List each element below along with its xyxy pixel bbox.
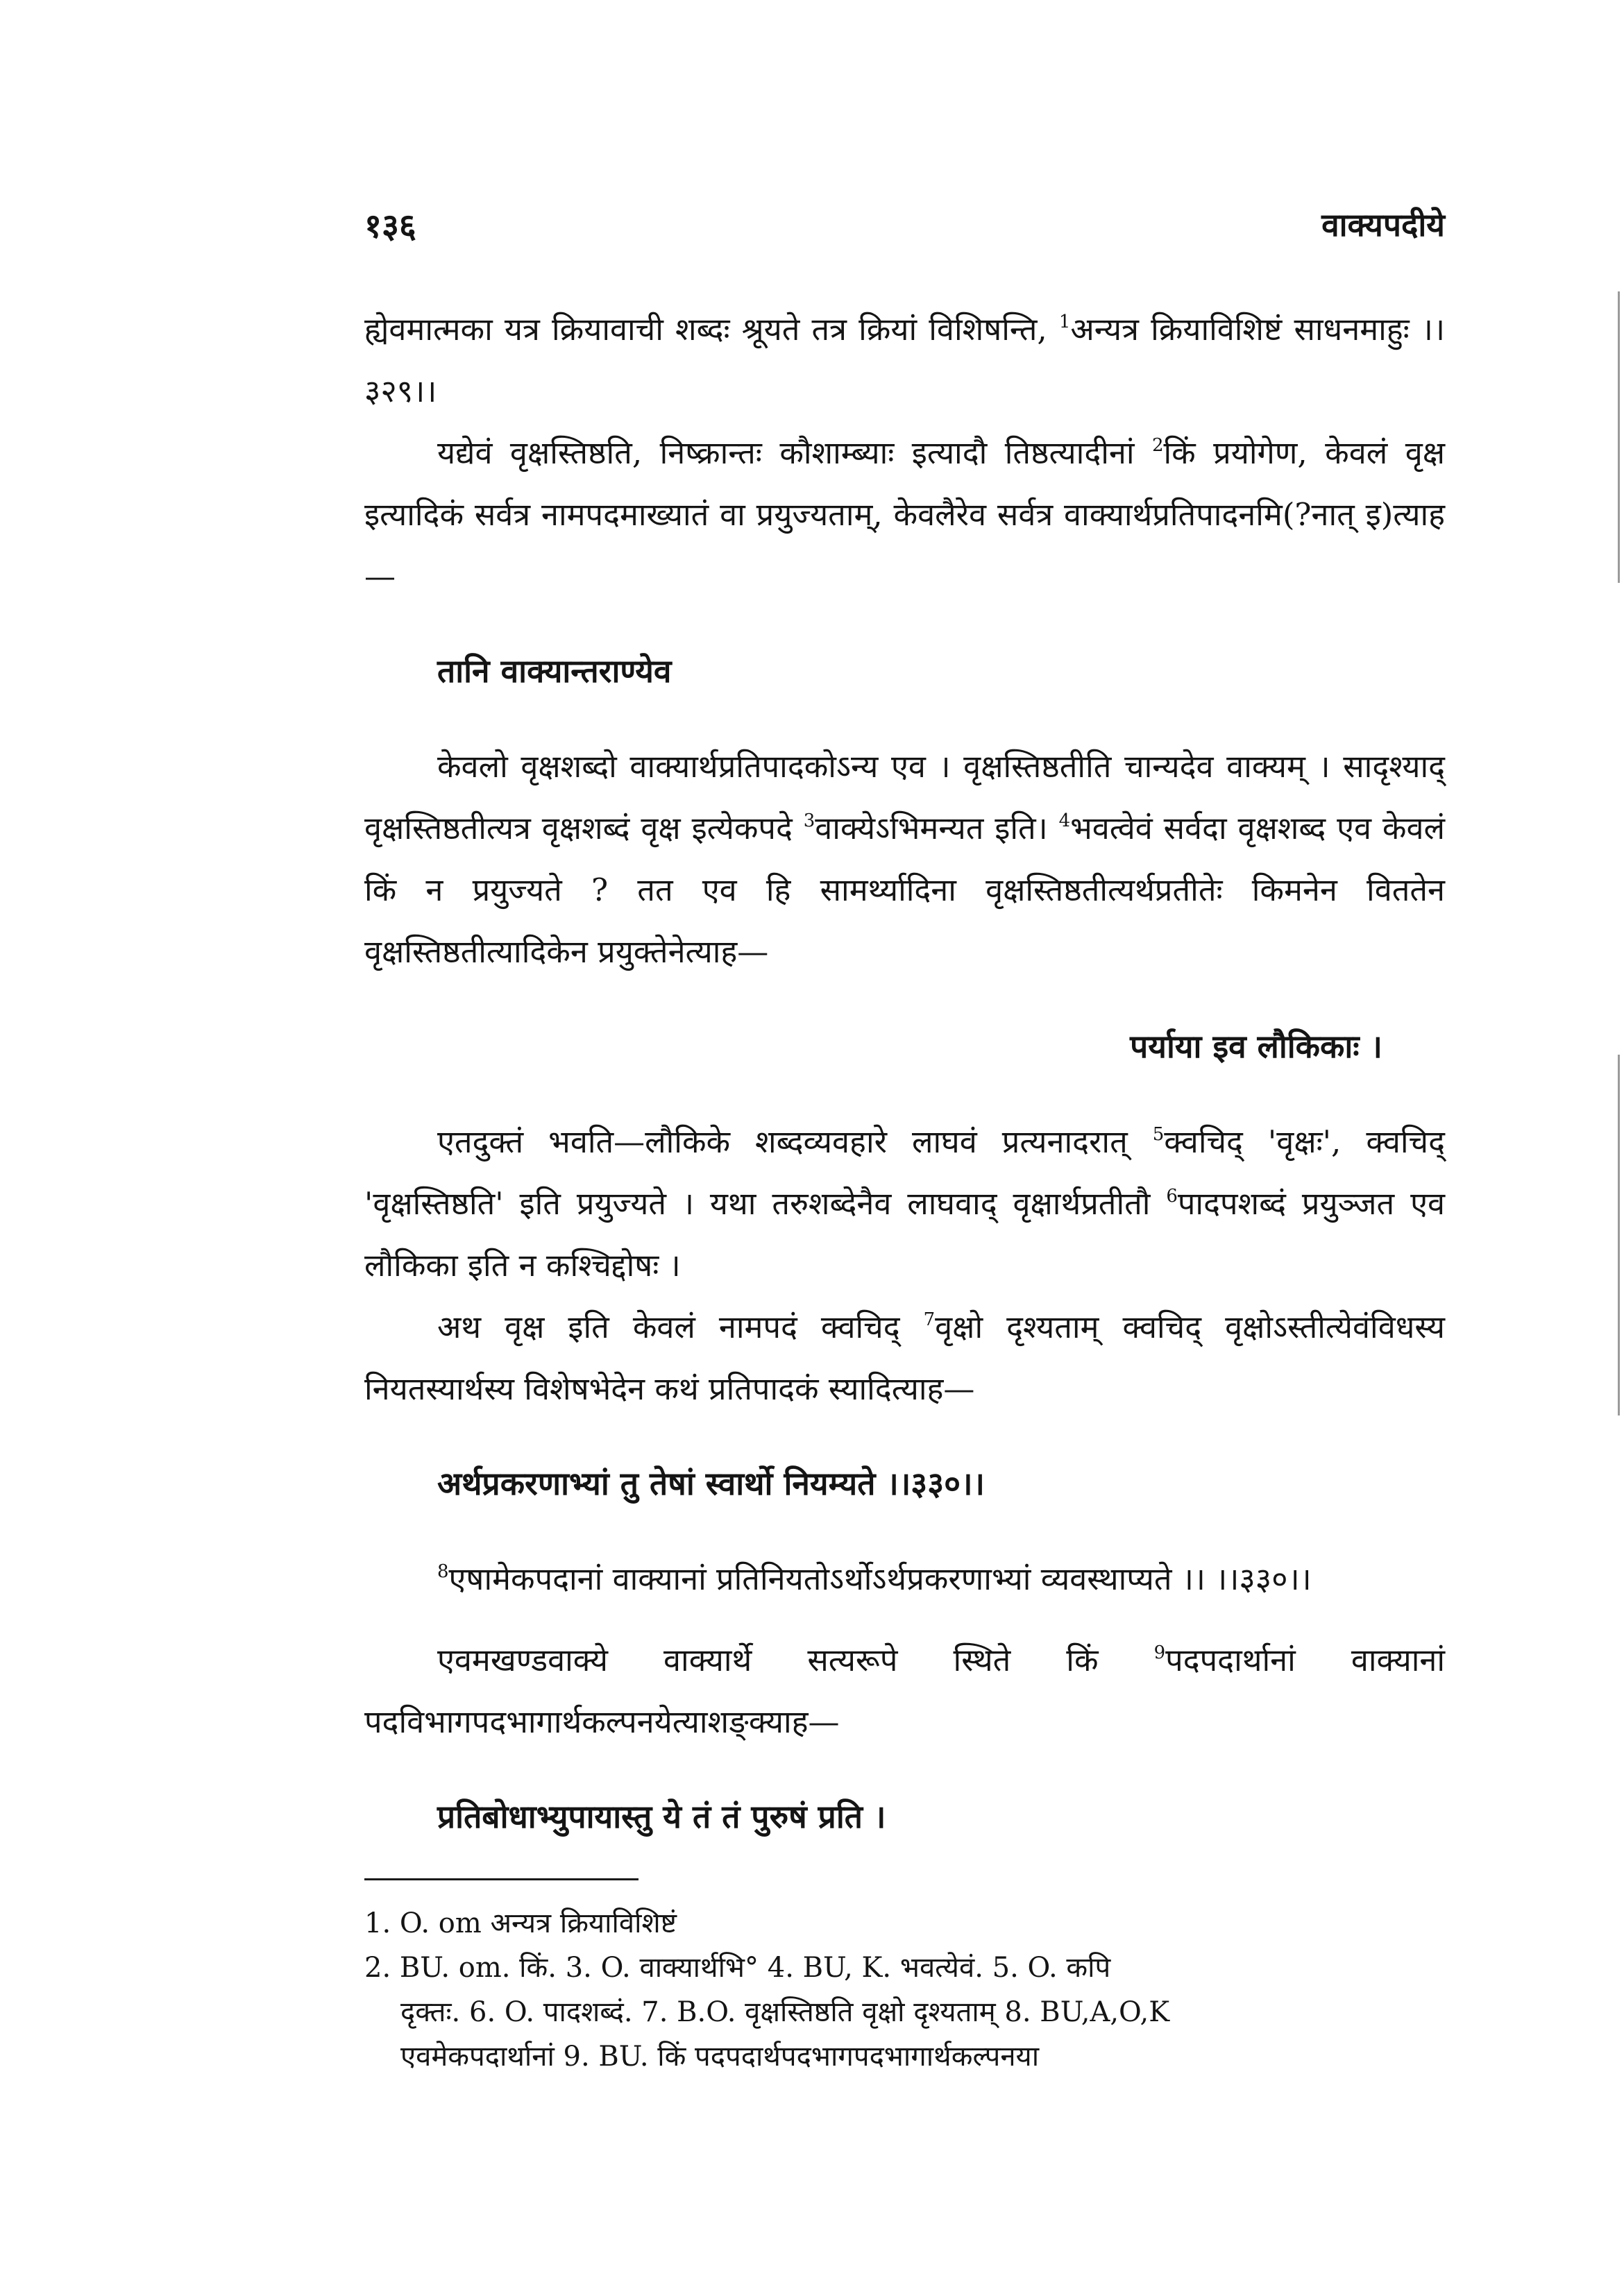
footnote-marker: 3	[803, 810, 815, 831]
footnote-marker: 5	[1152, 1124, 1165, 1145]
footnote-marker: 6	[1166, 1186, 1178, 1207]
verse-line-2: पर्याया इव लौकिकाः ।	[1130, 1028, 1382, 1065]
main-text	[364, 298, 1445, 1848]
paragraph-5: अथ वृक्ष इति केवलं नामपदं क्वचिद् $^7$वृक्षो दृश्यताम् क्वचिद् वृक्षोऽस्तीत्येवंविधस्य नियतस्यार्थस्य विशेषभेदेन कथं प्रतिपादकं स्यादित्याह—	[364, 1309, 1446, 1407]
footnote-line: 2. BU. om. किं. 3. O. वाक्यार्थभि° 4. BU, K. भवत्येवं. 5. O. कपि	[364, 1952, 1111, 1984]
footnote-marker: 4	[1058, 810, 1071, 831]
paragraph-3: केवलो वृक्षशब्दो वाक्यार्थप्रतिपादकोऽन्य एव । वृक्षस्तिष्ठतीति चान्यदेव वाक्यम् । सादृश्याद् वृक्षस्तिष्ठतीत्यत्र वृक्षशब्दं वृक्ष इत्येकपदे $^3$वाक्येऽभिमन्यत इति। $^4$भवत्वेवं सर्वदा वृक्षशब्द एव केवलं किं न प्रयुज्यते ? तत एव हि सामर्थ्यादिना वृक्षस्तिष्ठतीत्यर्थप्रतीतेः किमनेन विततेन वृक्षस्तिष्ठतीत्यादिकेन प्रयुक्तेनेत्याह—	[364, 748, 1446, 970]
verse-line-1: तानि वाक्यान्तराण्येव	[437, 652, 672, 690]
paragraph-2: यद्येवं वृक्षस्तिष्ठति, निष्क्रान्तः कौशाम्ब्याः इत्यादौ तिष्ठत्यादीनां $^2$किं प्रयोगेण, केवलं वृक्ष इत्यादिकं सर्वत्र नामपदमाख्यातं वा प्रयुज्यताम्, केवलैरेव सर्वत्र वाक्यार्थप्रतिपादनमि(?नात् इ)त्याह—	[364, 434, 1445, 595]
page-header	[364, 203, 1445, 251]
scan-edge-mark	[1618, 1055, 1620, 1415]
scan-edge-mark	[1618, 291, 1620, 583]
running-title: वाक्यपदीये	[1321, 206, 1445, 244]
footnote-marker: 7	[923, 1309, 936, 1330]
footnotes	[364, 1901, 1445, 2079]
footnote-marker: 1	[1058, 312, 1071, 332]
footnote-divider	[364, 1878, 638, 1880]
verse-line-3: अर्थप्रकरणाभ्यां तु तेषां स्वार्थो नियम्यते ।।३३०।।	[437, 1465, 985, 1502]
paragraph-6: $^8$एषामेकपदानां वाक्यानां प्रतिनियतोऽर्थोऽर्थप्रकरणाभ्यां व्यवस्थाप्यते ।। ।।३३०।।	[437, 1561, 1312, 1597]
footnote-marker: 2	[1151, 435, 1164, 456]
paragraph-7: एवमखण्डवाक्ये वाक्यार्थे सत्यरूपे स्थिते किं $^9$पदपदार्थानां वाक्यानां पदविभागपदभागार्थकल्पनयेत्याशङ्क्याह—	[364, 1642, 1446, 1740]
footnote-marker: 8	[437, 1561, 449, 1582]
footnote-marker: 9	[1153, 1642, 1166, 1663]
page-number: १३६	[364, 207, 416, 246]
paragraph-4: एतदुक्तं भवति—लौकिके शब्दव्यवहारे लाघवं प्रत्यनादरात् $^5$क्वचिद् 'वृक्षः', क्वचिद् 'वृक्षस्तिष्ठति' इति प्रयुज्यते । यथा तरुशब्देनैव लाघवाद् वृक्षार्थप्रतीतौ $^6$पादपशब्दं प्रयुञ्जत एव लौकिका इति न कश्चिद्दोषः ।	[364, 1123, 1446, 1284]
paragraph-1: ह्येवमात्मका यत्र क्रियावाची शब्दः श्रूयते तत्र क्रियां विशिषन्ति, $^1$अन्यत्र क्रियाविशिष्टं साधनमाहुः ।।३२९।।	[364, 311, 1445, 409]
footnote-line: 1. O. om अन्यत्र क्रियाविशिष्टं	[364, 1907, 677, 1939]
footnote-line: दृक्तः. 6. O. पादशब्दं. 7. B.O. वृक्षस्तिष्ठति वृक्षो दृश्यताम् 8. BU,A,O,K	[400, 1996, 1170, 2028]
verse-line-4: प्रतिबोधाभ्युपायास्तु ये तं तं पुरुषं प्रति ।	[437, 1798, 886, 1835]
footnote-line: एवमेकपदार्थानां 9. BU. किं पदपदार्थपदभागपदभागार्थकल्पनया	[400, 2041, 1040, 2073]
